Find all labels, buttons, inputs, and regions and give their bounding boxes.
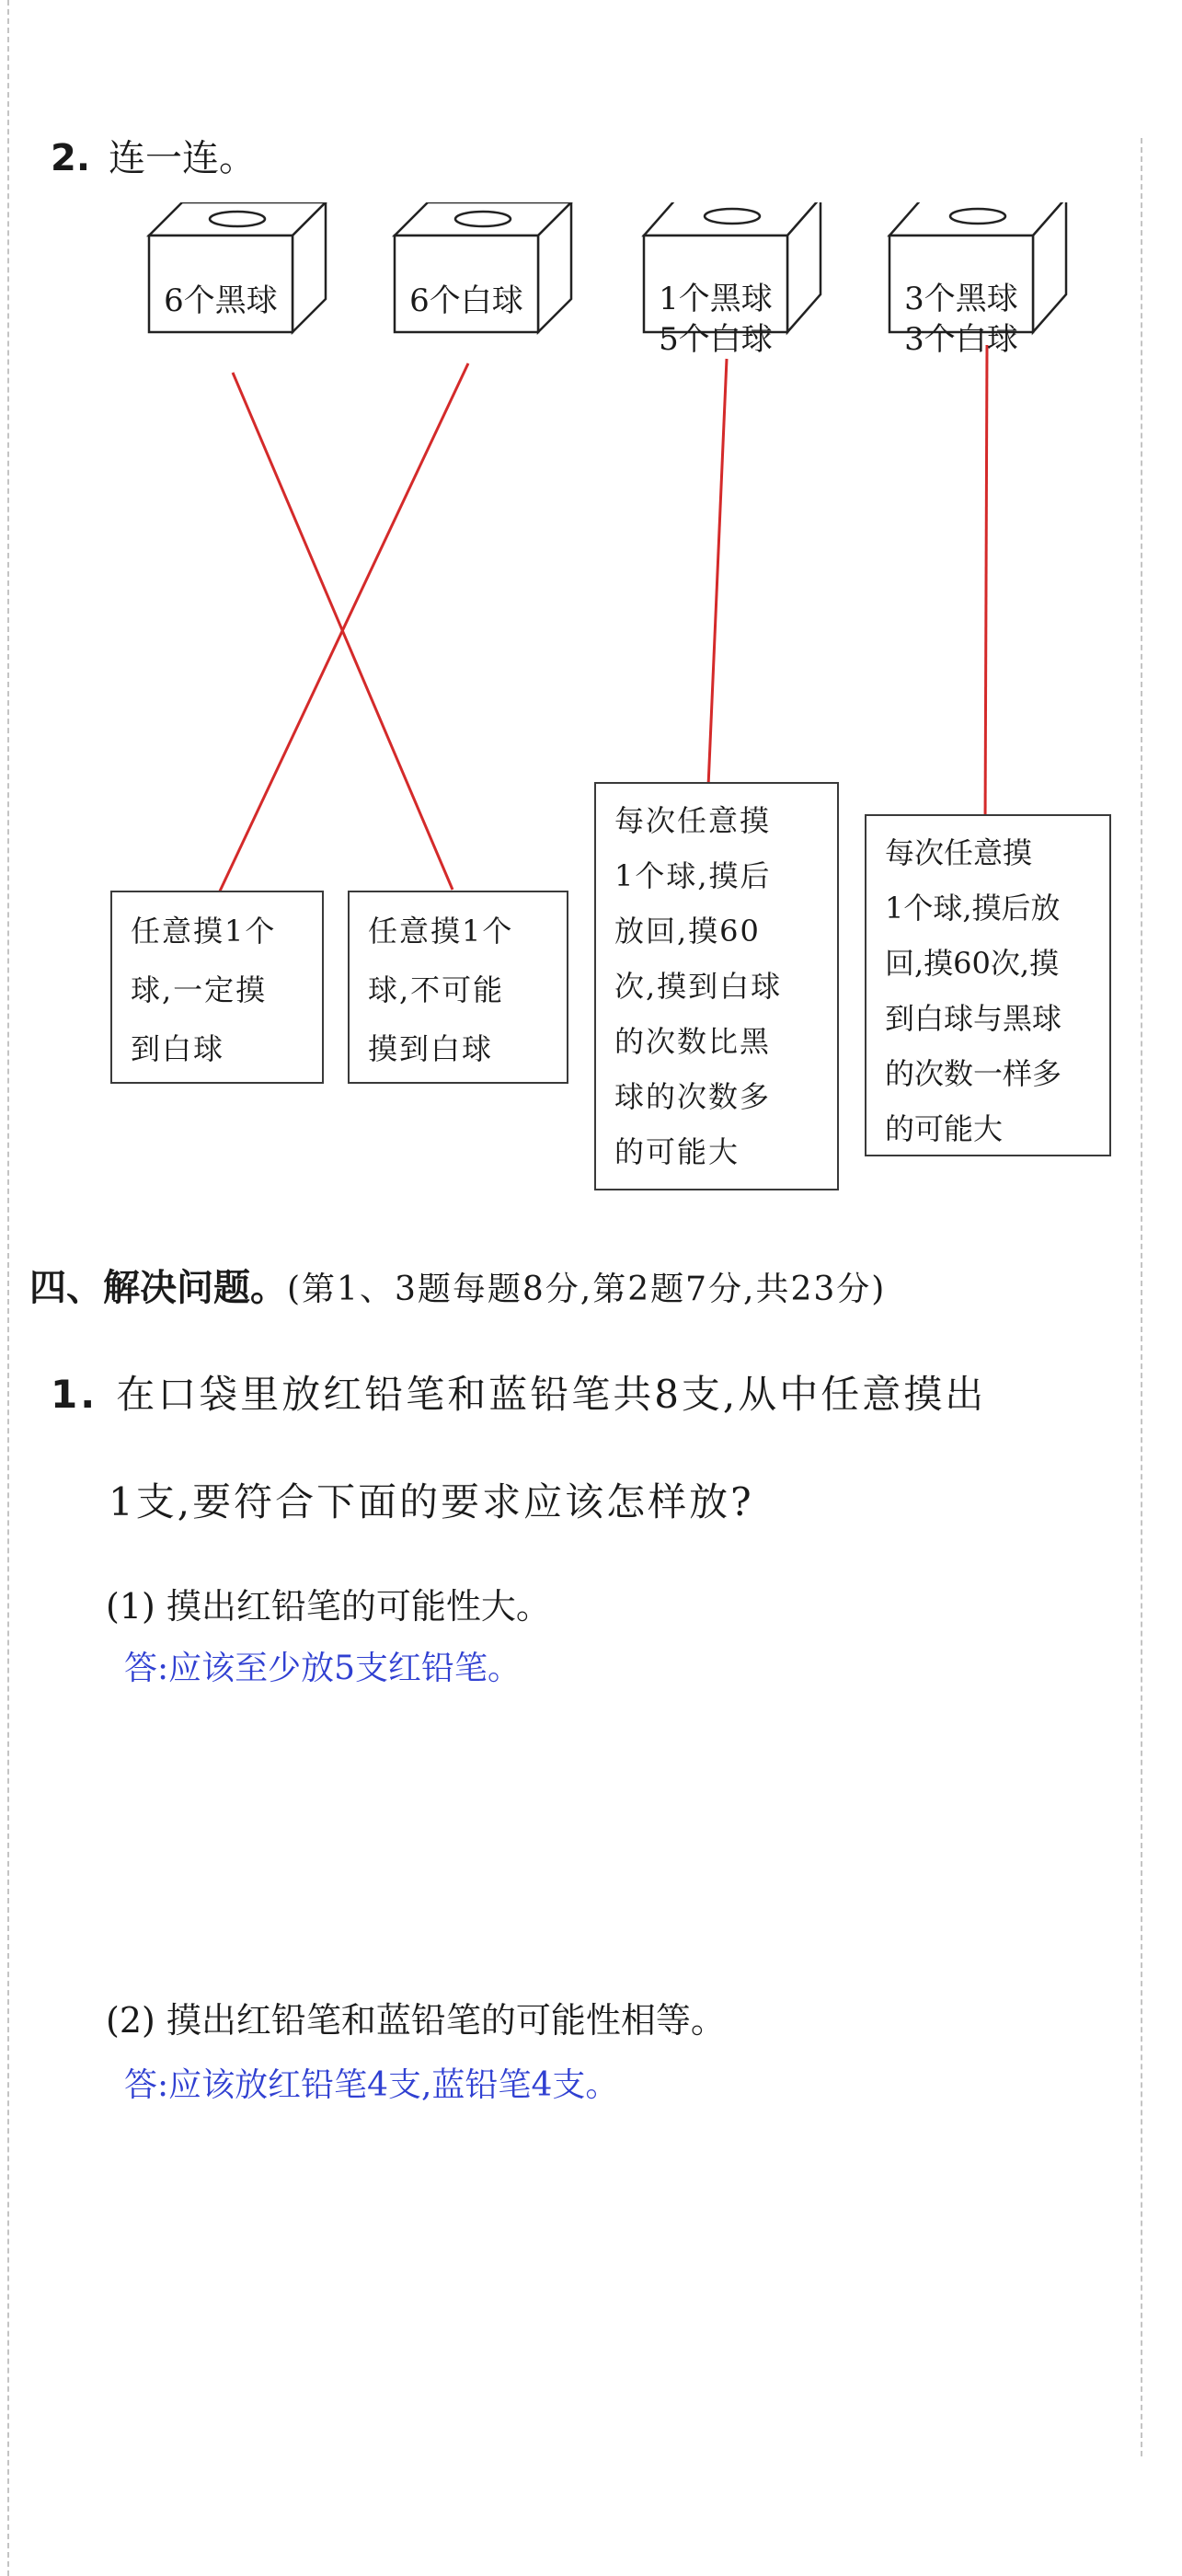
connection-line-4 — [985, 345, 987, 828]
box-2-line-1: 6个白球 — [409, 282, 523, 319]
problem-1-text-1: 在口袋里放红铅笔和蓝铅笔共8支,从中任意摸出 — [116, 1372, 987, 1417]
question-number: 2. — [51, 137, 91, 179]
box-4-label — [889, 279, 1033, 360]
choice-1-line-3: 到白球 — [131, 1031, 225, 1066]
choice-2-line-3: 摸到白球 — [368, 1031, 494, 1066]
box-3-line-1: 1个黑球 — [659, 281, 773, 317]
section-4-score-note: (第1、3题每题8分,第2题7分,共23分) — [287, 1271, 887, 1308]
choice-4-line-6: 的可能大 — [885, 1111, 1004, 1146]
choice-3-line-1: 每次任意摸 — [614, 803, 772, 838]
choice-4-line-4: 到白球与黑球 — [885, 1001, 1062, 1036]
choice-1-line-2: 球,一定摸 — [131, 972, 268, 1007]
box-3-label — [644, 279, 787, 360]
choice-3-line-5: 的次数比黑 — [614, 1024, 772, 1059]
section-4-label: 四、解决问题。 — [29, 1267, 287, 1309]
problem-1-text-2: 1支,要符合下面的要求应该怎样放? — [109, 1479, 754, 1524]
problem-1-number: 1. — [51, 1372, 98, 1417]
part-2-answer: 答:应该放红铅笔4支,蓝铅笔4支。 — [124, 2066, 619, 2104]
choice-2-line-2: 球,不可能 — [368, 972, 505, 1007]
choice-4-line-5: 的次数一样多 — [885, 1056, 1062, 1091]
box-3-line-2: 5个白球 — [659, 321, 773, 358]
box-4-line-2: 3个白球 — [904, 321, 1018, 358]
box-4-line-1: 3个黑球 — [904, 281, 1018, 317]
choice-card-4[interactable] — [865, 814, 1111, 1156]
connection-line-3 — [708, 359, 727, 787]
choice-1-line-1: 任意摸1个 — [131, 914, 277, 949]
choice-card-3[interactable] — [594, 782, 839, 1190]
box-1-line-1: 6个黑球 — [164, 282, 278, 319]
connection-line-2 — [217, 363, 468, 897]
problem-1-line-1 — [51, 1364, 986, 1420]
choice-4-line-1: 每次任意摸 — [885, 835, 1033, 870]
choice-3-line-7: 的可能大 — [614, 1134, 740, 1169]
choice-3-line-6: 球的次数多 — [614, 1079, 772, 1114]
box-2-label — [395, 281, 538, 321]
choice-card-2[interactable] — [348, 891, 568, 1084]
question-2-heading — [51, 129, 256, 181]
choice-3-line-2: 1个球,摸后 — [614, 858, 772, 893]
question-title: 连一连。 — [109, 137, 257, 179]
choice-2-line-1: 任意摸1个 — [368, 914, 514, 949]
choice-3-line-3: 放回,摸60 — [614, 914, 761, 949]
part-2-question: (2) 摸出红铅笔和蓝铅笔的可能性相等。 — [106, 2000, 726, 2041]
choice-3-line-4: 次,摸到白球 — [614, 969, 783, 1004]
box-1-label — [149, 281, 293, 321]
choice-card-1[interactable] — [110, 891, 324, 1084]
part-1-question: (1) 摸出红铅笔的可能性大。 — [106, 1586, 551, 1627]
choice-4-line-3: 回,摸60次,摸 — [885, 946, 1060, 981]
section-4-heading — [29, 1259, 886, 1311]
choice-4-line-2: 1个球,摸后放 — [885, 891, 1061, 926]
part-1-answer: 答:应该至少放5支红铅笔。 — [124, 1650, 522, 1687]
